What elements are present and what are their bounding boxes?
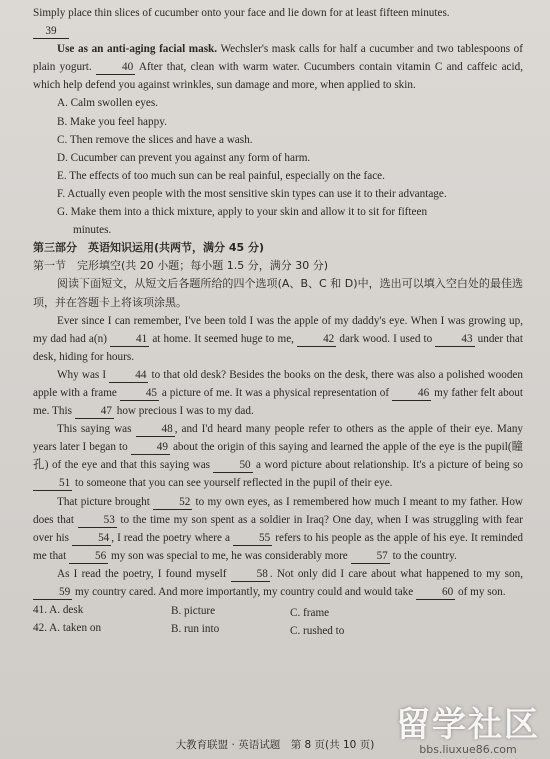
passage-text: refers to his people as the apple of his eye. It reminded me that xyxy=(33,531,523,562)
passage-text: , and I'd heard many people refer to others as the apple of their eye. Many years later I began to xyxy=(33,423,524,454)
blank-55: 55 xyxy=(233,532,272,546)
option-f: F. Actually even people with the most sensitive skin types can use it to their advantage. xyxy=(57,187,447,200)
blank-53: 53 xyxy=(78,514,117,528)
page-content xyxy=(33,4,523,637)
watermark-logo: 留学社区 xyxy=(396,705,540,745)
site-watermark xyxy=(396,707,540,757)
mask-text-2: After that, clean with warm water. Cucumbers contain vitamin C and caffeic acid, which help defend you against wrinkles, sun damage and more, when applied to skin. xyxy=(33,61,523,92)
passage-text: As I read the poetry, I found myself xyxy=(57,567,227,580)
blank-52: 52 xyxy=(153,496,192,510)
option-c: C. Then remove the slices and have a wash. xyxy=(57,133,253,146)
option-g: G. Make them into a thick mixture, apply to your skin and allow it to sit for fifteen xyxy=(57,206,428,219)
passage-text: . Not only did I care about what happened to my son, xyxy=(269,567,524,580)
directions-text: 阅读下面短文，从短文后各题所给的四个选项(A、B、C 和 D)中，选出可以填入空白处的最佳选项，并在答题卡上将该项涂黑。 xyxy=(33,277,523,309)
blank-54: 54 xyxy=(72,532,111,546)
part-three-heading: 第三部分 英语知识运用(共两节，满分 45 分) xyxy=(33,241,265,255)
passage-paragraph-5 xyxy=(33,565,523,601)
blank-44: 44 xyxy=(109,369,148,383)
passage-text: to the time my son spent as a soldier in Iraq? One day, when I was struggling with fear over his xyxy=(33,513,524,544)
choice-41-a: 41. A. desk xyxy=(33,604,84,617)
blank-59: 59 xyxy=(33,586,72,600)
choice-41-b: B. picture xyxy=(171,605,216,618)
mask-paragraph xyxy=(33,40,523,94)
choice-41-c: C. frame xyxy=(290,607,330,620)
choice-42-a: 42. A. taken on xyxy=(33,622,102,635)
blank-43: 43 xyxy=(435,333,474,347)
passage-text: at home. It seemed huge to me, xyxy=(149,332,294,345)
passage-text: to someone that you can see yourself reflected in the pupil of their eye. xyxy=(72,477,393,490)
blank-51: 51 xyxy=(33,477,72,491)
passage-paragraph-3 xyxy=(33,420,523,492)
option-g-continued: minutes. xyxy=(73,224,112,237)
section-one-heading: 第一节 完形填空(共 20 小题；每小题 1.5 分，满分 30 分) xyxy=(33,259,329,273)
blank-50: 50 xyxy=(213,459,252,473)
passage-paragraph-2 xyxy=(33,366,523,420)
passage-paragraph-4 xyxy=(33,493,523,565)
intro-paragraph xyxy=(33,4,523,40)
passage-text: a picture of me. It was a physical representation of xyxy=(159,386,390,399)
intro-line: Simply place thin slices of cucumber onto your face and lie down for at least fifteen minutes. xyxy=(33,7,450,19)
passage-text: my father felt about me. This xyxy=(33,386,524,418)
passage-text: , I read the poetry where a xyxy=(111,531,230,544)
option-e: E. The effects of too much sun can be real painful, especially on the face. xyxy=(57,169,385,182)
passage-text: dark wood. I used to xyxy=(336,332,433,345)
passage-text: about the origin of this saying and learned the apple of the eye is the pupil(瞳孔) of the eye and that this saying was xyxy=(33,441,523,472)
choice-42-c: C. rushed to xyxy=(290,625,345,638)
passage-text: to the country. xyxy=(389,549,457,562)
passage-text: a word picture about relationship. It's a picture of being so xyxy=(252,459,524,472)
mask-text-1: Wechsler's mask calls for half a cucumber and two tablespoons of plain yogurt. xyxy=(33,43,523,74)
blank-49: 49 xyxy=(131,441,170,455)
passage-text: how precious I was to my dad. xyxy=(113,405,254,418)
passage-text: to my own eyes, as I remembered how much I meant to my father. How does that xyxy=(33,495,524,526)
answer-choices xyxy=(33,601,523,637)
page-footer: 大教育联盟 · 英语试题 第 8 页(共 10 页) xyxy=(175,739,375,751)
options-list xyxy=(33,94,523,239)
option-d: D. Cucumber can prevent you against any form of harm. xyxy=(57,151,311,164)
blank-39: 39 xyxy=(33,25,69,39)
passage-text: under that desk, hiding for hours. xyxy=(33,332,523,363)
blank-56: 56 xyxy=(69,550,108,564)
passage-text: of my son. xyxy=(455,586,506,598)
passage-text: my country cared. And more importantly, my country could and would take xyxy=(72,586,414,598)
blank-48: 48 xyxy=(136,423,175,437)
passage-text: Why was I xyxy=(57,368,107,381)
choice-42-b: B. run into xyxy=(171,623,220,636)
mask-heading: Use as an anti-aging facial mask. xyxy=(57,43,218,56)
blank-40: 40 xyxy=(96,61,135,75)
blank-47: 47 xyxy=(75,405,114,419)
blank-41: 41 xyxy=(110,333,149,347)
blank-46: 46 xyxy=(392,387,431,401)
blank-42: 42 xyxy=(297,333,336,347)
passage-text: This saying was xyxy=(57,423,132,436)
passage-text: Ever since I can remember, I've been told I was the apple of my daddy's eye. When I was growing up, my dad had a(n) xyxy=(33,314,523,345)
passage-paragraph-1 xyxy=(33,312,523,366)
passage-text: That picture brought xyxy=(57,495,150,508)
option-a: A. Calm swollen eyes. xyxy=(57,97,158,110)
blank-45: 45 xyxy=(120,387,159,401)
passage-text: to that old desk? Besides the books on the desk, there was also a polished wooden apple with a frame xyxy=(33,368,523,399)
watermark-url: bbs.liuxue86.com xyxy=(419,743,517,756)
passage-text: my son was special to me, he was considerably more xyxy=(108,549,348,562)
blank-60: 60 xyxy=(416,586,455,600)
option-b: B. Make you feel happy. xyxy=(57,115,167,128)
blank-57: 57 xyxy=(351,550,390,564)
blank-58: 58 xyxy=(231,568,270,582)
